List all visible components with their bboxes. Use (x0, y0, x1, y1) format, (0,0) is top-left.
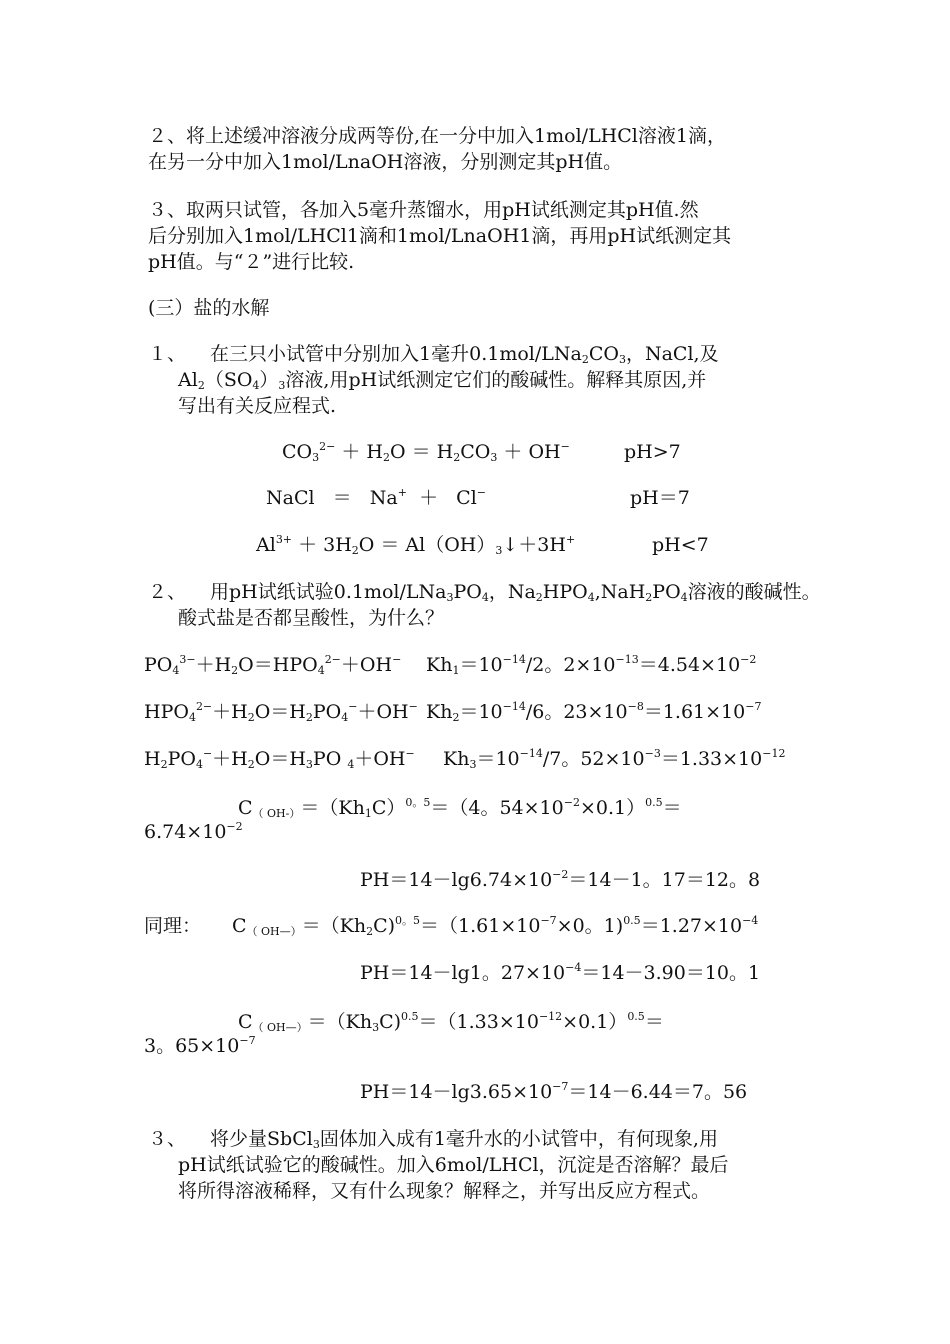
ph-carbonate: pH>7 (624, 441, 681, 463)
item3-line2: 后分别加入1mol/LHCl1滴和1mol/LnaOH1滴，再用pH试纸测定其 (148, 225, 732, 247)
item3-line3: pH值。与“２”进行比较. (148, 251, 355, 273)
ph-result-1: $PH=14-\lg 6.74\times 10^{-2}=14-1$。17＝12。8 (360, 868, 761, 891)
concentration-3-line2: 3。$65\times 10^{-7}$ (144, 1034, 256, 1057)
calc-row-1-reaction: $PO_4^{3-}+H_2O=HPO_4^{2-}+OH^-$ (144, 653, 402, 677)
item3-line1: ３、取两只试管，各加入5毫升蒸馏水，用pH试纸测定其pH值.然 (148, 199, 699, 221)
calc-row-2-constant: $Kh_2=10^{-14}/6$。$23\times 10^{-8}=1.61\times 10^{-7}$ (426, 700, 762, 724)
calc-row-3-reaction: $H_2PO_4^-+H_2O=H_3PO$ $_4$＋OH− (144, 747, 415, 771)
q3-line3: 将所得溶液稀释，又有什么现象？解释之，并写出反应方程式。 (178, 1180, 711, 1202)
q3-line1: ３、 将少量SbCl$_3$固体加入成有1毫升水的小试管中，有何现象,用 (148, 1128, 718, 1151)
concentration-3-line1: $C_{( OH—)}=(Kh_3C)^{0.5}=(1.33\times 10^{-12}\times 0.1)^{0.5}=$ (238, 1010, 664, 1034)
calc-row-2-reaction: $HPO_4^{2-}+H_2O=H_2PO_4^-+OH^-$ (144, 700, 418, 724)
q1-line1: １、 在三只小试管中分别加入1毫升$0.1mol/LNa_2CO_3$，NaCl,及 (148, 343, 719, 366)
ph-result-3: $PH=14-\lg 3.65\times 10^{-7}=14-6.44=7$。56 (360, 1080, 748, 1103)
q2-line2: 酸式盐是否都呈酸性，为什么？ (178, 607, 445, 629)
item2-line2: 在另一分中加入1mol/LnaOH溶液，分别测定其pH值。 (148, 151, 623, 173)
q3-number: ３、 (148, 1128, 187, 1150)
q2-number: ２、 (148, 581, 187, 603)
concentration-2-label: 同理： (144, 915, 202, 937)
q1-line3: 写出有关反应程式. (178, 395, 337, 417)
section-title: (三）盐的水解 (148, 297, 270, 319)
equation-aluminum: $Al^{3+} + 3H_2O$ ＝ $Al(OH)_3↓+3H^+$ (256, 533, 576, 557)
q2-line1: ２、 用pH试纸试验$0.1mol/LNa_3PO_4$，$Na_2HPO_4,NaH_2PO_4$溶液的酸碱性。 (148, 581, 821, 604)
concentration-1-line1: $C_{( OH-)}=(Kh_1C)^{0。5}=(4$。$54\times 10^{-2}\times 0.1)^{0.5}=$ (238, 796, 682, 820)
calc-row-1-constant: $Kh_1=10^{-14}/2$。$2\times 10^{-13}=4.54\times 10^{-2}$ (426, 653, 757, 677)
q3-line2: pH试纸试验它的酸碱性。加入6mol/LHCl，沉淀是否溶解？最后 (178, 1154, 729, 1176)
concentration-1-line2: $6.74\times 10^{-2}$ (144, 820, 243, 843)
item2-line1: ２、将上述缓冲溶液分成两等份,在一分中加入1mol/LHCl溶液1滴， (148, 125, 726, 147)
equation-nacl: NaCl ＝ Na+ ＋ Cl− (266, 486, 487, 509)
ph-nacl: pH＝7 (630, 487, 690, 509)
q1-line2: $Al_2(SO_4)_3$溶液,用pH试纸测定它们的酸碱性。解释其原因,并 (178, 369, 707, 392)
concentration-2: $C_{( OH—)}=(Kh_2C)^{0。5}=(1.61\times 10^{-7}\times 0$。$1)^{0.5}=1.27\times 10^{-4}$ (232, 914, 759, 938)
ph-aluminum: pH<7 (652, 534, 709, 556)
equation-carbonate: $CO_3^{2-} + H_2O = H_2CO_3 + OH^-$ (282, 440, 570, 464)
q1-number: １、 (148, 343, 187, 365)
ph-result-2: PH＝14－lg1。$27\times 10^{-4}=14-3.90=10$。1 (360, 961, 761, 984)
calc-row-3-constant: $Kh_3=10^{-14}/7$。$52\times 10^{-3}=1.33\times 10^{-12}$ (443, 747, 786, 771)
